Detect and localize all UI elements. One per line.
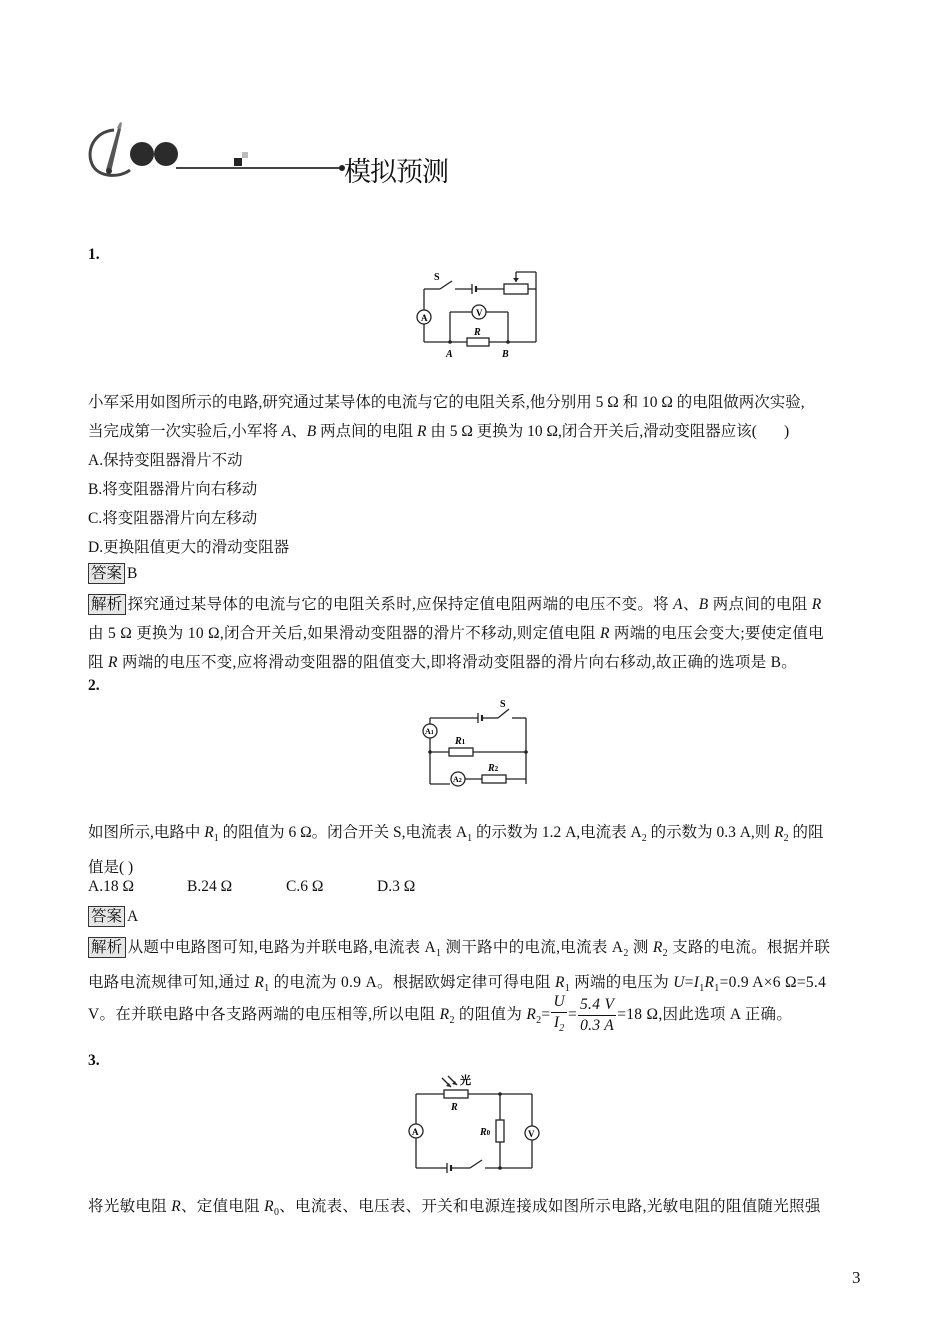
fraction-values: $\frac{5.4 V}{0.3 A}$ [580,996,615,1035]
option-a: A.18 Ω [88,878,134,895]
question-number: 3. [88,1052,100,1069]
answer-value: A [127,908,139,925]
analysis-tag: 解析 [88,594,126,615]
label-R2: R2 [488,763,499,774]
answer-line [88,906,138,927]
question-stem: 将光敏电阻 R、定值电阻 $R_0$、电流表、电压表、开关和电源连接成如图所示电路,光敏电阻的阻值随光照强 [88,1198,821,1219]
option-d: D.3 Ω [377,878,416,895]
option-b: B.将变阻器滑片向右移动 [88,481,258,498]
label-A: A [446,349,453,360]
question-stem: 小军采用如图所示的电路,研究通过某导体的电流与它的电阻关系,他分别用 5 Ω 和 10 Ω 的电阻做两次实验, 当完成第一次实验后,小军将 A、B 两点间的电阻 R 由 5 Ω 更换为 10 Ω,闭合开关后,滑动变阻器应该( ) [88,394,805,440]
circuit-diagram-1 [412,266,542,366]
ammeter-label: A [421,313,428,323]
label-S: S [500,699,506,710]
label-R0: R0 [480,1127,491,1138]
ammeter-a1-label: A1 [425,727,434,736]
label-R: R [474,327,481,338]
question-stem: 如图所示,电路中 $R_1$ 的阻值为 6 Ω。闭合开关 S,电流表 $A_1$ 的示数为 1.2 A,电流表 $A_2$ 的示数为 0.3 A,则 $R_2$ 的阻 值是( ) [88,824,824,877]
answer-tag: 答案 [88,906,125,927]
analysis: 解析 从题中电路图可知,电路为并联电路,电流表 $A_1$ 测干路中的电流,电流表 $A_2$ 测 $R_2$ 支路的电流。根据并联 电路电流规律可知,通过 $R_1$ 的电流为 0.9 A。根据欧姆定律可得电阻 $R_1$ 两端的电压为 $U=I_1R_1=0.9$ A×6 Ω=5.4 [88,939,831,995]
label-B: B [502,349,509,360]
answer-tag: 答案 [88,563,125,584]
page-number: 3 [852,1268,861,1287]
section-title: 模拟预测 [344,157,448,188]
voltmeter-label: V [528,1129,535,1139]
option-a: A.保持变阻器滑片不动 [88,452,243,469]
ammeter-a2-label: A2 [453,775,462,784]
label-R1: R1 [455,736,466,747]
ammeter-label: A [412,1127,419,1137]
question-number: 1. [88,246,100,263]
option-d: D.更换阻值更大的滑动变阻器 [88,539,290,556]
option-b: B.24 Ω [187,878,233,895]
fraction-u-over-i2: $\frac{U}{I_2}$ [553,993,565,1035]
option-c: C.6 Ω [286,878,324,895]
analysis-tag: 解析 [88,937,126,958]
question-number: 2. [88,677,100,694]
label-S: S [434,272,440,283]
analysis: 解析 探究通过某导体的电流与它的电阻关系时,应保持定值电阻两端的电压不变。将 A、B 两点间的电阻 R 由 5 Ω 更换为 10 Ω,闭合开关后,如果滑动变阻器的滑片不移动,则定值电阻 R 两端的电压会变大;要使定值电 阻 R 两端的电压不变,应将滑动变阻器的阻值变大,即将滑动变阻器的滑片向右移动,故正确的选项是 B。 [88,596,824,671]
answer-value: B [127,565,138,582]
label-light: 光 [460,1075,471,1087]
option-c: C.将变阻器滑片向左移动 [88,510,258,527]
header-decoration [84,120,354,190]
answer-line [88,563,137,584]
label-R: R [451,1102,458,1113]
analysis-formula-line: V。在并联电路中各支路两端的电压相等,所以电阻 $R_2$ 的阻值为 $R_2=$ $\frac{U}{I_2}$ = $\frac{5.4 V}{0.3 A}$ =18 Ω,因此选项 A 正确。 [88,992,863,1043]
circuit-diagram-3 [402,1072,552,1176]
voltmeter-label: V [476,308,483,318]
circuit-diagram-2 [412,696,542,796]
